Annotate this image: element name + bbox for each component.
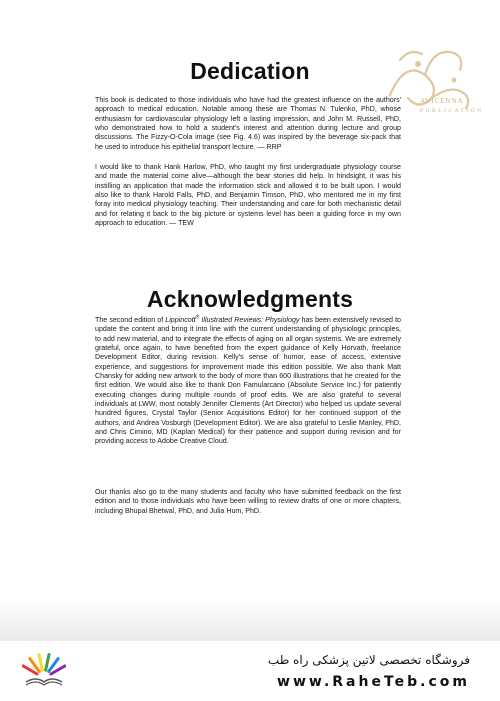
ack-p1-intro: The second edition of bbox=[95, 316, 166, 324]
watermark-tagline: PUBLICATION bbox=[420, 108, 484, 114]
book-ray bbox=[46, 655, 49, 671]
store-banner bbox=[0, 640, 500, 701]
open-book-icon bbox=[22, 648, 66, 688]
book-ray bbox=[39, 655, 42, 671]
acknowledgments-paragraph-2: Our thanks also go to the many students and faculty who have submitted feedback on the first edition and to those individuals who have been willing to review drafts of one or more chapters, including Bhupal Bhetwal, PhD, and Julia Hum, PhD. bbox=[95, 488, 401, 515]
book-title-rest: Illustrated Reviews: Physiology bbox=[199, 316, 300, 324]
acknowledgments-heading: Acknowledgments bbox=[146, 286, 354, 312]
book-title-brand: Lippincott bbox=[165, 316, 196, 324]
dedication-heading: Dedication bbox=[190, 58, 310, 84]
watermark-brand: AVICENNA bbox=[420, 97, 464, 105]
dedication-paragraph-2: I would like to thank Hank Harlow, PhD, who taught my first undergraduate physiology course and made the material come alive—although the bear stories did help. In hindsight, it was his instilling an application that made the information stick and allowed it to be built upon. I would also like to thank Harold Falls, PhD, and Benjamin Timson, PhD, who mentored me in my first foray into medical physiology teaching. Their understanding and care for both mechanistic detail and for relating it back to the big picture or systems level has been a guiding force in my own approach to education. — TEW bbox=[95, 163, 401, 228]
dedication-paragraph-1: This book is dedicated to those individuals who have had the greatest influence on the authors' approach to medical education. Notable among these are Thomas N. Tulenko, PhD, whose enthusiasm for cardiovascular physiology left a lasting impression, and John M. Russell, PhD, who demonstrated how to hold a student's interest and attention during lecture and group discussions. The Fizzy-O-Cola image (see Fig. 4.6) was inspired by the beverage six-pack that he used to introduce his epithelial transport lecture. — RRP bbox=[95, 96, 401, 151]
acknowledgments-paragraph-1 bbox=[95, 316, 401, 447]
store-url-link[interactable]: www.RaheTeb.com bbox=[277, 674, 470, 690]
registered-mark: ® bbox=[195, 314, 200, 321]
page-bottom-shadow bbox=[0, 600, 500, 640]
store-name: فروشگاه تخصصی لاتین پزشکی راه طب bbox=[267, 653, 470, 667]
ack-p1-body: has been extensively revised to update the content and bring it into line with the current understanding of physiologic principles, to add new material, and to integrate the effects of aging on all organ systems. We are extremely grateful, once again, to have benefited from the expert guidance of Kelly Horvath, freelance Development Editor, during revision. Kelly's sense of humor, ease of access, extensive experience, and suggestions for improvement made this edition possible. We also thank Matt Chansky for adding new artwork to the body of more than 600 illustrations that he created for the first edition. We would also like to thank Don Famularcano (Absolute Service Inc.) for patiently executing changes during multiple rounds of proof edits. We are also grateful to several individuals at LWW, most notably Jennifer Clements (Art Director) who helped us update several hundred figures, Crystal Taylor (Senior Acquisitions Editor) for her continued support of the authors, and Andrea Vosburgh (Development Editor). We are also grateful to Leslie Manley, PhD, and Chris Cimino, MD (Kaplan Medical) for their patience and support during revision and for providing access to Adobe Creative Cloud. bbox=[95, 316, 401, 446]
